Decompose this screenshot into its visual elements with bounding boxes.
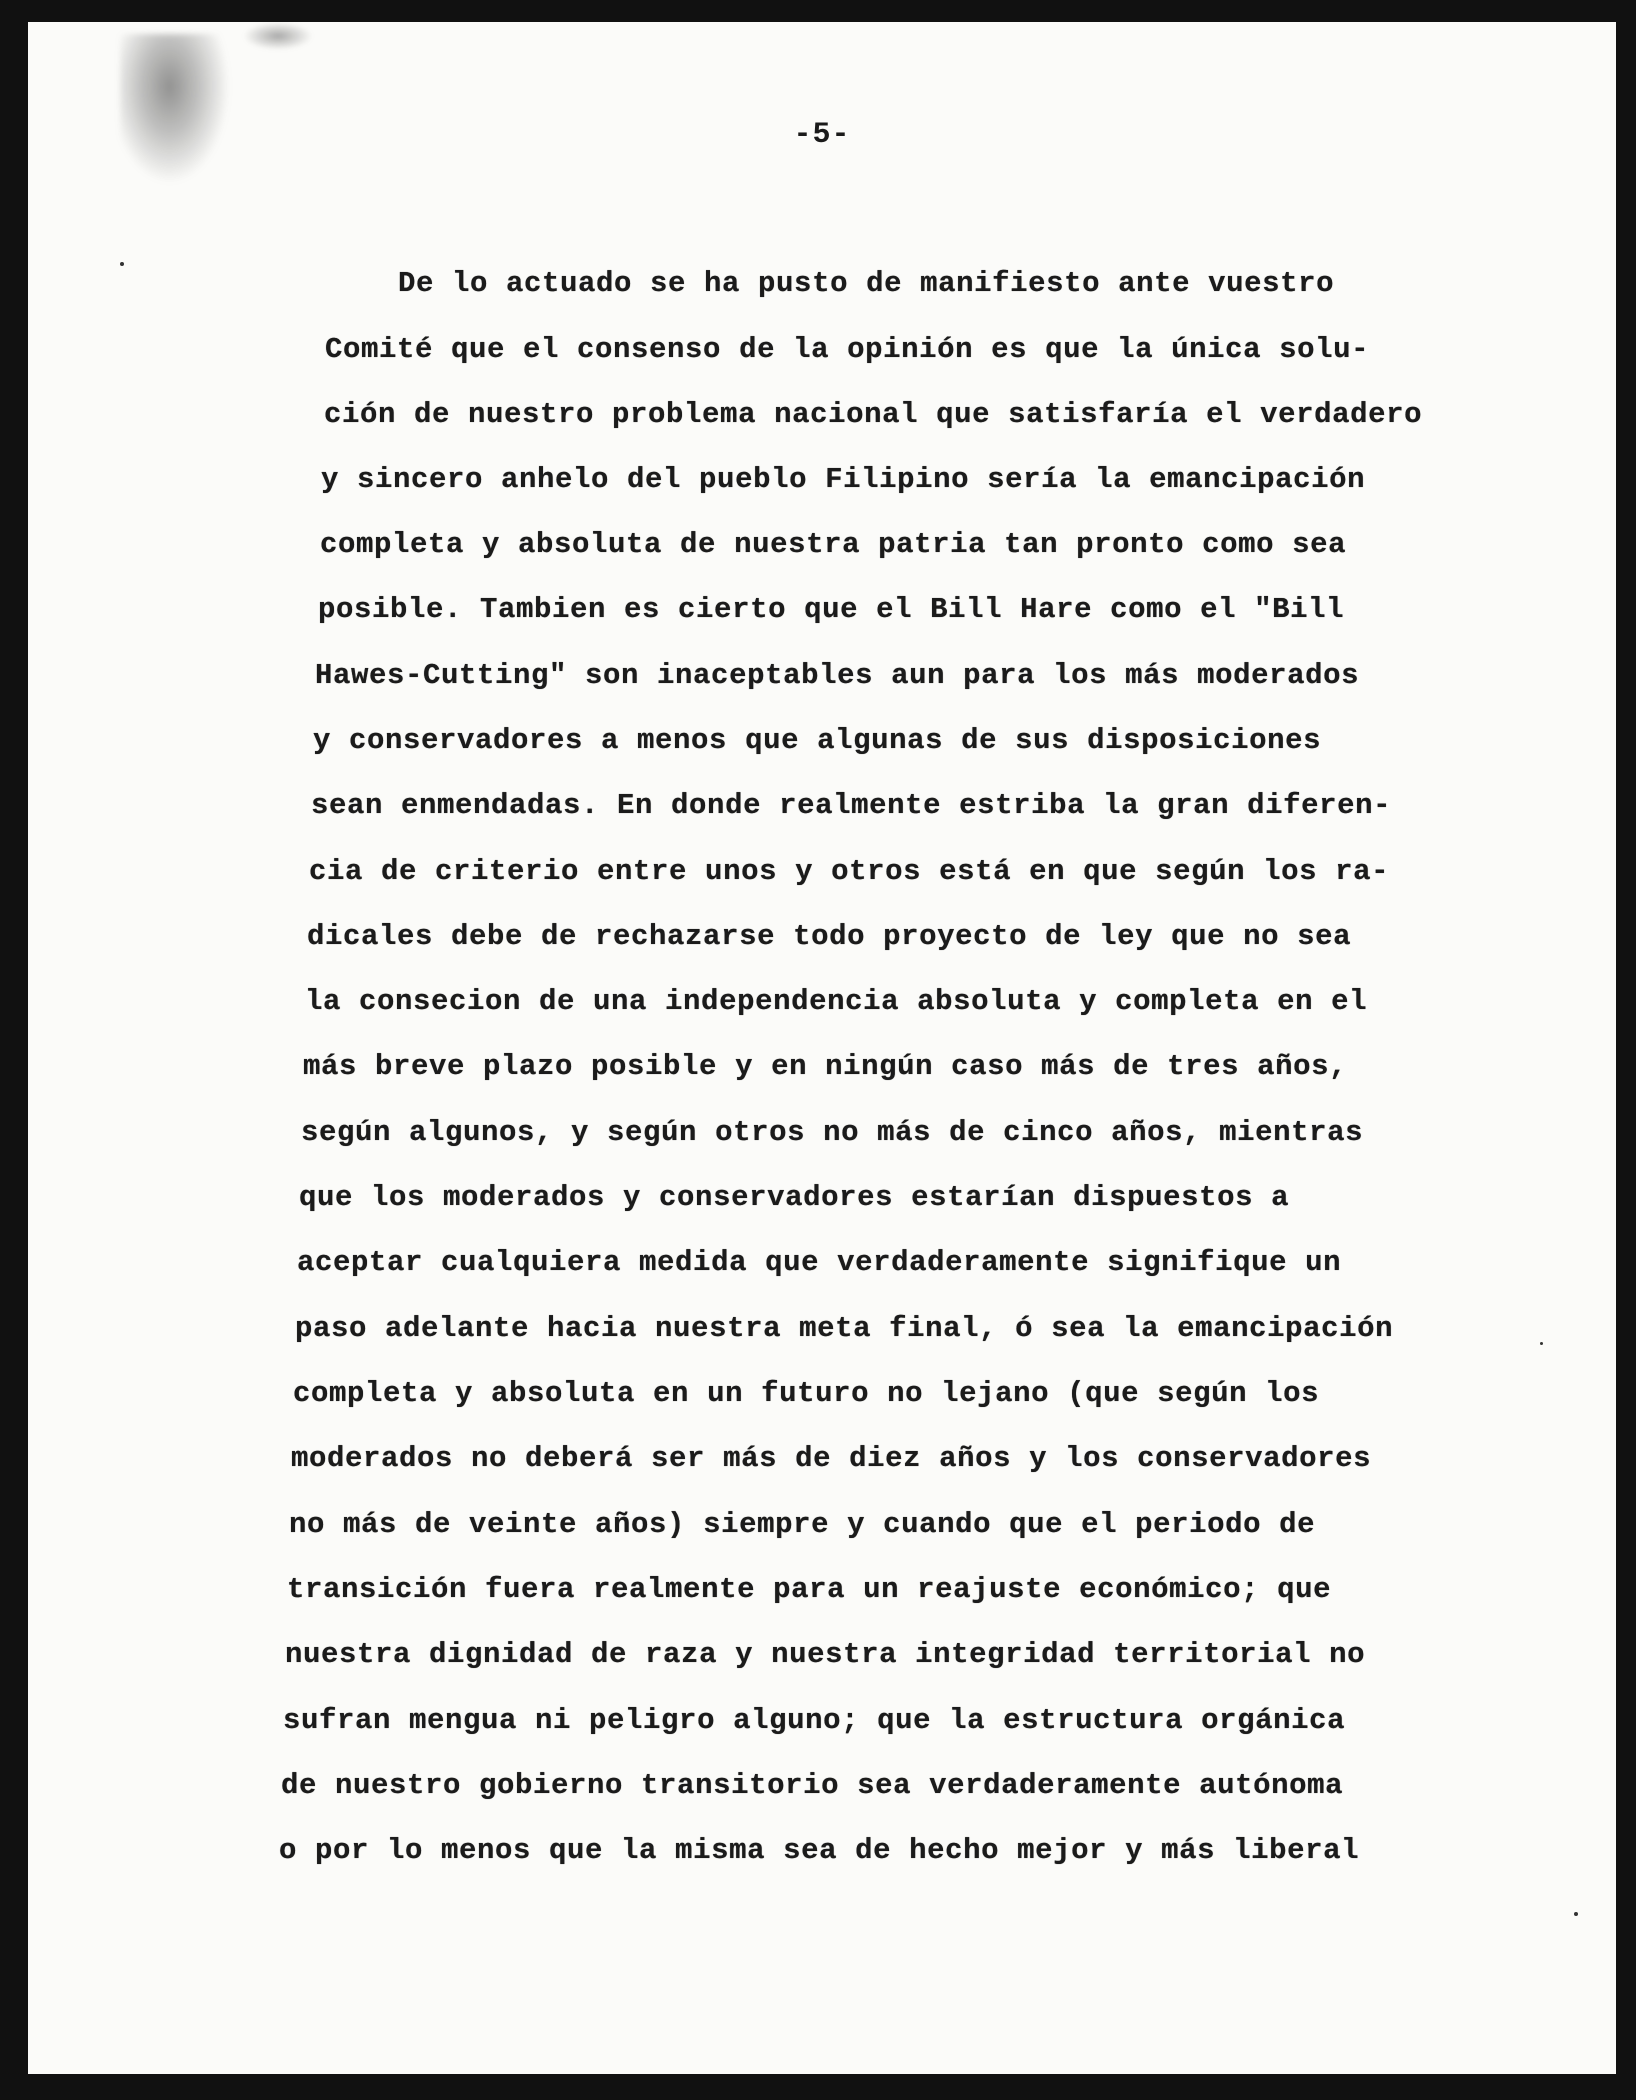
text-line: más breve plazo posible y en ningún caso más de tres años, <box>303 1050 1348 1083</box>
text-line: dicales debe de rechazarse todo proyecto de ley que no sea <box>307 920 1352 953</box>
text-line: de nuestro gobierno transitorio sea verdaderamente autónoma <box>281 1769 1344 1802</box>
text-line: ción de nuestro problema nacional que satisfaría el verdadero <box>324 398 1423 431</box>
text-line: o por lo menos que la misma sea de hecho mejor y más liberal <box>279 1834 1360 1867</box>
text-line: no más de veinte años) siempre y cuando que el periodo de <box>289 1508 1316 1541</box>
typewritten-page <box>28 22 1616 2074</box>
text-line: moderados no deberá ser más de diez años y los conservadores <box>291 1442 1372 1475</box>
text-line: completa y absoluta de nuestra patria tan pronto como sea <box>320 528 1347 561</box>
text-line: según algunos, y según otros no más de cinco años, mientras <box>301 1116 1364 1149</box>
text-line: sufran mengua ni peligro alguno; que la estructura orgánica <box>283 1704 1346 1737</box>
text-line: y sincero anhelo del pueblo Filipino sería la emancipación <box>321 463 1366 496</box>
text-line: sean enmendadas. En donde realmente estriba la gran diferen- <box>311 789 1392 822</box>
text-line: que los moderados y conservadores estarían dispuestos a <box>299 1181 1290 1214</box>
text-line: aceptar cualquiera medida que verdaderamente signifique un <box>297 1246 1342 1279</box>
text-line: De lo actuado se ha pusto de manifiesto ante vuestro <box>398 267 1335 300</box>
page-number: -5- <box>793 118 851 152</box>
text-line: y conservadores a menos que algunas de sus disposiciones <box>313 724 1322 757</box>
text-line: nuestra dignidad de raza y nuestra integridad territorial no <box>285 1638 1366 1671</box>
text-line: posible. Tambien es cierto que el Bill Hare como el "Bill <box>318 593 1345 626</box>
paper-speck <box>1574 1912 1578 1916</box>
paper-speck <box>1540 1342 1543 1345</box>
text-line: completa y absoluta en un futuro no lejano (que según los <box>293 1377 1320 1410</box>
text-line: la consecion de una independencia absoluta y completa en el <box>305 985 1368 1018</box>
text-line: paso adelante hacia nuestra meta final, ó sea la emancipación <box>295 1312 1394 1345</box>
text-line: transición fuera realmente para un reajuste económico; que <box>287 1573 1332 1606</box>
paper-speck <box>120 262 124 266</box>
text-line: cia de criterio entre unos y otros está en que según los ra- <box>309 855 1390 888</box>
text-line: Hawes-Cutting" son inaceptables aun para los más moderados <box>315 659 1360 692</box>
text-line: Comité que el consenso de la opinión es que la única solu- <box>325 333 1370 366</box>
body-text <box>28 22 1616 2074</box>
